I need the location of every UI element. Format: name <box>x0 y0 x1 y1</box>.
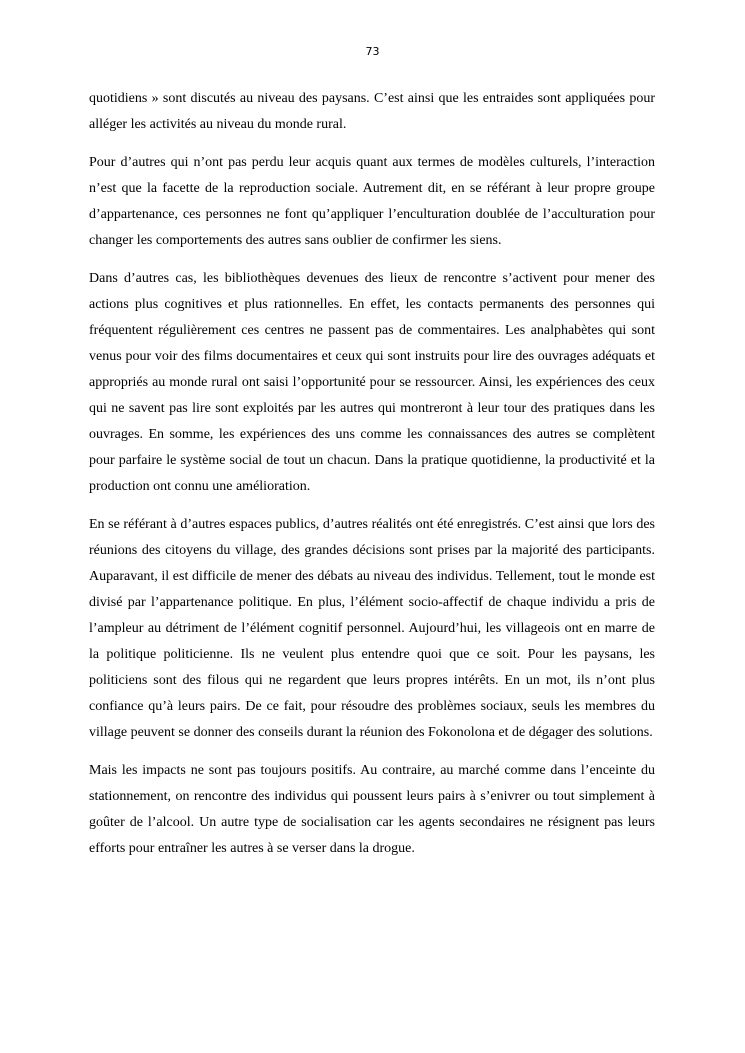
page-number: 73 <box>365 45 380 58</box>
paragraph-4: En se référant à d’autres espaces publics, d’autres réalités ont été enregistrés. C’est ainsi que lors des réunions des citoyens du village, des grandes décisions sont prises par la majorité des participants. Auparavant, il est difficile de mener des débats au niveau des individus. Tellement, tout le monde est divisé par l’appartenance politique. En plus, l’élément socio-affectif de chaque individu a pris de l’ampleur au détriment de l’élément cognitif personnel. Aujourd’hui, les villageois ont en marre de la politique politicienne. Ils ne veulent plus entendre quoi que ce soit. Pour les paysans, les politiciens sont des filous qui ne regardent que leurs propres intérêts. En un mot, ils n’ont plus confiance qu’à leurs pairs. De ce fait, pour résoudre des problèmes sociaux, seuls les membres du village peuvent se donner des conseils durant la réunion des Fokonolona et de dégager des solutions. <box>89 517 655 740</box>
paragraph-1: quotidiens » sont discutés au niveau des paysans. C’est ainsi que les entraides sont appliquées pour alléger les activités au niveau du monde rural. <box>89 91 655 132</box>
document-body <box>89 86 655 874</box>
paragraph-5: Mais les impacts ne sont pas toujours positifs. Au contraire, au marché comme dans l’enceinte du stationnement, on rencontre des individus qui poussent leurs pairs à s’enivrer ou tout simplement à goûter de l’alcool. Un autre type de socialisation car les agents secondaires ne résignent pas leurs efforts pour entraîner les autres à se verser dans la drogue. <box>89 763 655 856</box>
paragraph-2: Pour d’autres qui n’ont pas perdu leur acquis quant aux termes de modèles culturels, l’interaction n’est que la facette de la reproduction sociale. Autrement dit, en se référant à leur propre groupe d’appartenance, ces personnes ne font qu’appliquer l’enculturation doublée de l’acculturation pour changer les comportements des autres sans oublier de confirmer les siens. <box>89 155 655 248</box>
paragraph-3: Dans d’autres cas, les bibliothèques devenues des lieux de rencontre s’activent pour mener des actions plus cognitives et plus rationnelles. En effet, les contacts permanents des personnes qui fréquentent régulièrement ces centres ne passent pas de commentaires. Les analphabètes qui sont venus pour voir des films documentaires et ceux qui sont instruits pour lire des ouvrages adéquats et appropriés au monde rural ont saisi l’opportunité pour se ressourcer. Ainsi, les expériences des ceux qui ne savent pas lire sont exploités par les autres qui montreront à leur tour des pratiques dans les ouvrages. En somme, les expériences des uns comme les connaissances des autres se complètent pour parfaire le système social de tout un chacun. Dans la pratique quotidienne, la productivité et la production ont connu une amélioration. <box>89 271 655 494</box>
